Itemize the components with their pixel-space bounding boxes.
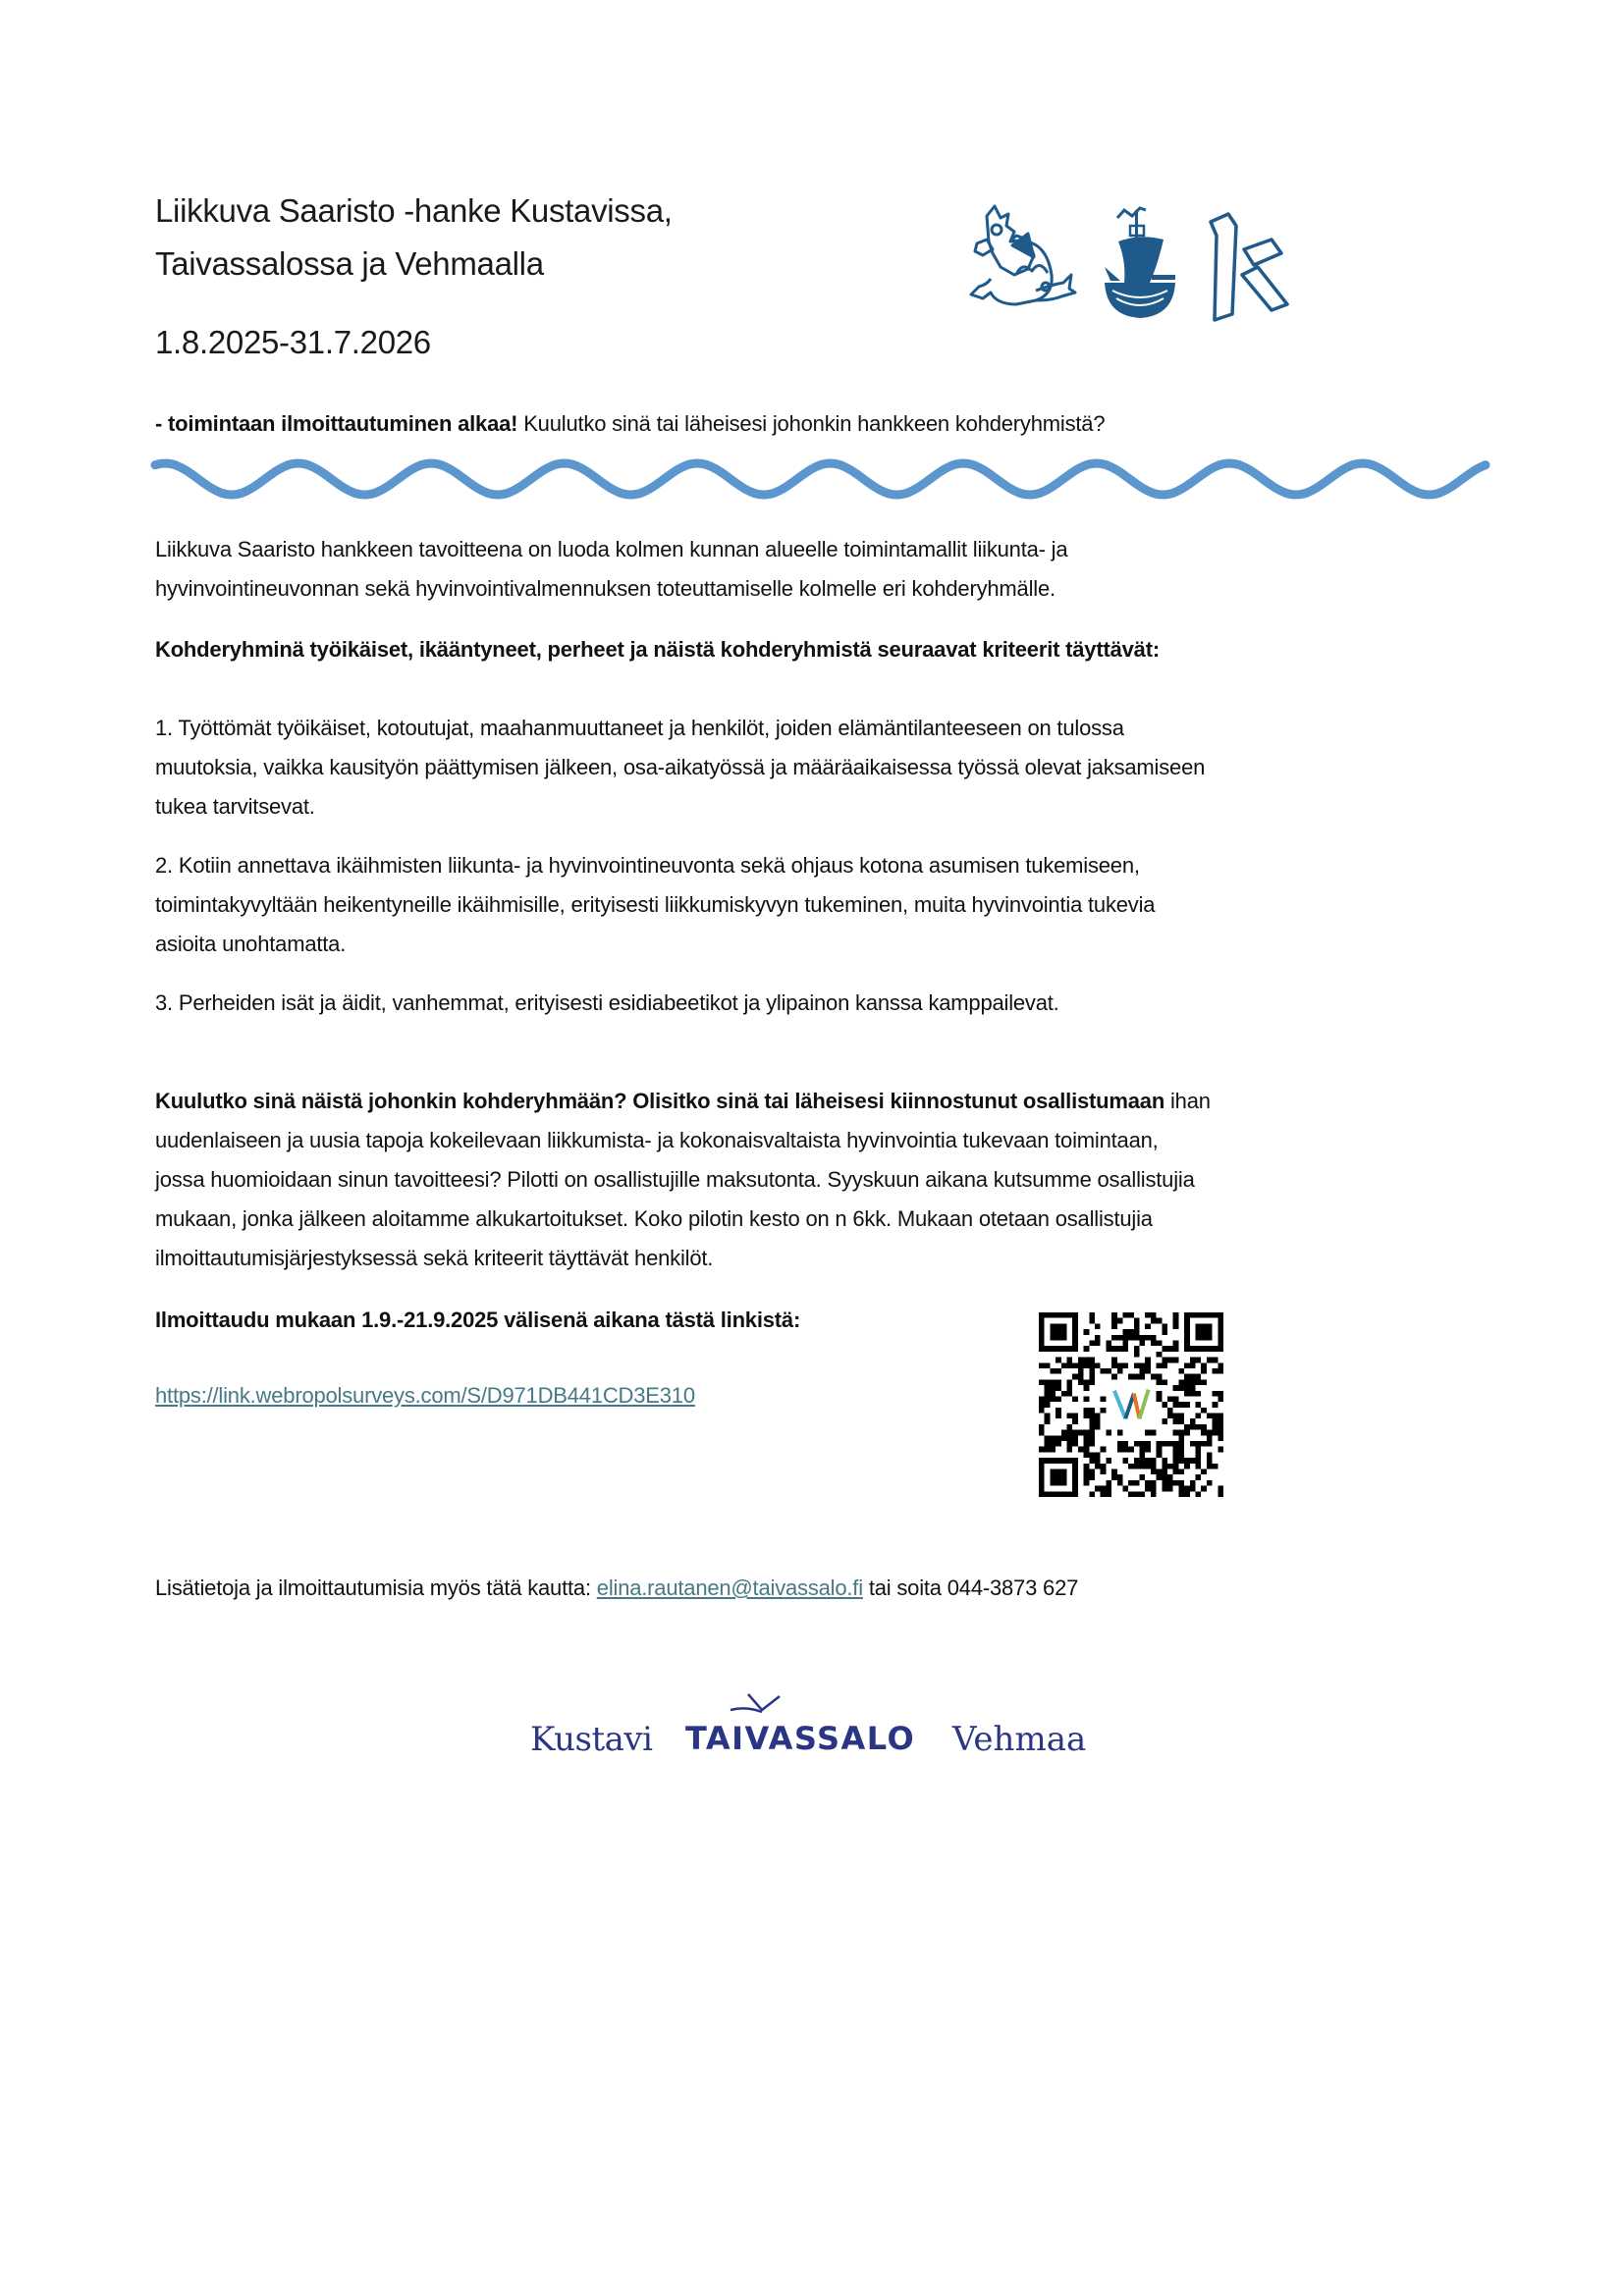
intro-line — [155, 404, 1105, 444]
signup-link[interactable]: https://link.webropolsurveys.com/S/D971DB441CD3E310 — [155, 1383, 695, 1408]
wave-line — [155, 463, 1486, 495]
group-1-line-3: tukea tarvitsevat. — [155, 794, 315, 819]
dragon-emblem-icon — [971, 206, 1075, 304]
title-line-1: Liikkuva Saaristo -hanke Kustavissa, — [155, 192, 673, 229]
signup-heading: Ilmoittaudu mukaan 1.9.-21.9.2025 välisenä aikana tästä linkistä: — [155, 1308, 801, 1332]
intro-bold: - toimintaan ilmoittautuminen alkaa! — [155, 411, 518, 436]
invite-line-1-rest: ihan — [1164, 1089, 1211, 1113]
group-1-line-2: muutoksia, vaikka kausityön päättymisen jälkeen, osa-aikatyössä ja määräaikaisessa työssä olevat jaksamiseen — [155, 755, 1206, 779]
date-range: 1.8.2025-31.7.2026 — [155, 324, 431, 360]
contact-suffix: tai soita 044-3873 627 — [862, 1575, 1079, 1600]
vehmaa-logo: Vehmaa — [952, 1720, 1087, 1759]
seagull-icon — [727, 1690, 805, 1720]
footer-logos — [530, 1690, 1100, 1774]
municipality-emblems — [957, 196, 1321, 324]
group-2-line-3: asioita unohtamatta. — [155, 932, 347, 956]
contact-prefix: Lisätietoja ja ilmoittautumisia myös tätä kautta: — [155, 1575, 597, 1600]
invite-line-1-bold: Kuulutko sinä näistä johonkin kohderyhmään? Olisitko sinä tai läheisesi kiinnostunut osallistumaan — [155, 1089, 1165, 1113]
group-3-line-1: 3. Perheiden isät ja äidit, vanhemmat, erityisesti esidiabeetikot ja ylipainon kanssa kamppailevat. — [155, 990, 1059, 1015]
kustavi-logo: Kustavi — [530, 1720, 653, 1759]
qr-code-icon[interactable] — [1039, 1312, 1223, 1497]
invite-line-5: ilmoittautumisjärjestyksessä sekä kriteerit täyttävät henkilöt. — [155, 1246, 714, 1270]
groups-heading: Kohderyhminä työikäiset, ikääntyneet, perheet ja näistä kohderyhmistä seuraavat kriteerit täyttävät: — [155, 637, 1160, 662]
contact-line — [155, 1569, 1078, 1608]
invite-line-3: jossa huomioidaan sinun tavoitteesi? Pilotti on osallistujille maksutonta. Syyskuun aikana kutsumme osallistujia — [155, 1167, 1195, 1192]
group-2-line-1: 2. Kotiin annettava ikäihmisten liikunta- ja hyvinvointineuvonta sekä ohjaus kotona asumisen tukemiseen, — [155, 853, 1140, 878]
goal-line-2: hyvinvointineuvonnan sekä hyvinvointivalmennuksen toteuttamiselle kolmelle eri kohderyhmälle. — [155, 576, 1056, 601]
invite-line-4: mukaan, jonka jälkeen aloitamme alkukartoitukset. Koko pilotin kesto on n 6kk. Mukaan otetaan osallistujia — [155, 1206, 1153, 1231]
invite-line-1 — [155, 1082, 1211, 1121]
invite-line-2: uudenlaiseen ja uusia tapoja kokeilevaan liikkumista- ja kokonaisvaltaista hyvinvointia tukevaan toimintaan, — [155, 1128, 1159, 1152]
k-letter-emblem-icon — [1211, 214, 1287, 320]
ship-emblem-icon — [1105, 208, 1175, 318]
goal-line-1: Liikkuva Saaristo hankkeen tavoitteena on luoda kolmen kunnan alueelle toimintamallit liikunta- ja — [155, 537, 1068, 561]
group-1-line-1: 1. Työttömät työikäiset, kotoutujat, maahanmuuttaneet ja henkilöt, joiden elämäntilanteeseen on tulossa — [155, 716, 1124, 740]
intro-rest: Kuulutko sinä tai läheisesi johonkin hankkeen kohderyhmistä? — [517, 411, 1106, 436]
group-2-line-2: toimintakyvyltään heikentyneille ikäihmisille, erityisesti liikkumiskyvyn tukeminen, muita hyvinvointia tukevia — [155, 892, 1156, 917]
contact-email-link[interactable]: elina.rautanen@taivassalo.fi — [596, 1575, 863, 1600]
wave-divider — [147, 450, 1492, 508]
taivassalo-logo: TAIVASSALO — [685, 1720, 916, 1757]
title-line-2: Taivassalossa ja Vehmaalla — [155, 245, 544, 282]
